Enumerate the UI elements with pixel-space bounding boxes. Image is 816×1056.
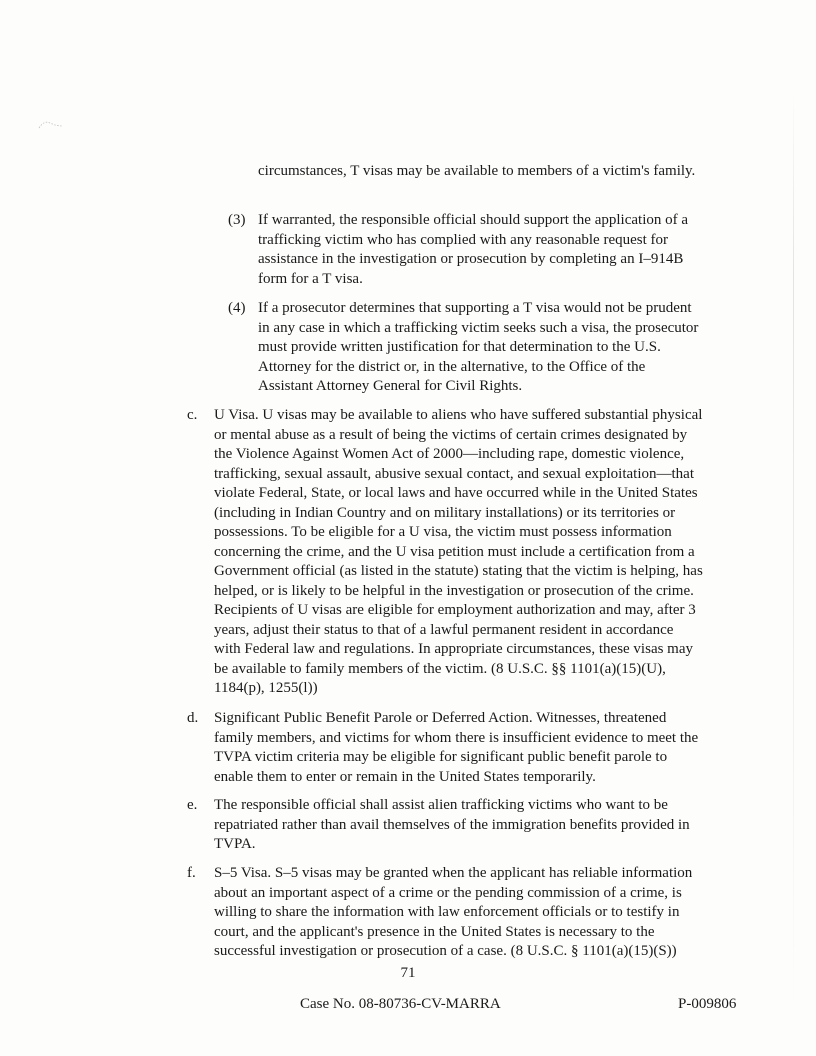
sub-item-number: (3): [228, 212, 246, 228]
item-e-repatriation: [187, 796, 703, 855]
item-letter: e.: [187, 797, 198, 813]
item-letter: d.: [187, 710, 199, 726]
item-text: U Visa. U visas may be available to aliens who have suffered substantial physical or mental abuse as a result of being the victims of certain crimes designated by the Violence Against Women Act of 2000—including rape, domestic violence, trafficking, sexual assault, abusive sexual contact, and sexual exploitation—that violate Federal, State, or local laws and have occurred while in the United States (including in Indian Country and on military installations) or its territories or possessions. To be eligible for a U visa, the victim must possess information concerning the crime, and the U visa petition must include a certification from a Government official (as listed in the statute) stating that the victim is helping, has helped, or is likely to be helpful in the investigation or prosecution of the crime. Recipients of U visas are eligible for employment authorization and may, after 3 years, adjust their status to that of a lawful permanent resident in accordance with Federal law and regulations. In appropriate circumstances, these visas may be available to family members of the victim. (8 U.S.C. §§ 1101(a)(15)(U), 1184(p), 1255(l)): [214, 407, 703, 696]
item-text: Significant Public Benefit Parole or Deferred Action. Witnesses, threatened family members, and victims for whom there is insufficient evidence to meet the TVPA victim criteria may be eligible for significant public benefit parole to enable them to enter or remain in the United States temporarily.: [214, 710, 699, 785]
sub-item-4: [228, 299, 703, 397]
sub-item-3: [228, 211, 703, 289]
continuation-paragraph: circumstances, T visas may be available to members of a victim's family.: [258, 163, 696, 179]
case-number: Case No. 08-80736-CV-MARRA: [300, 996, 501, 1012]
page-number: 71: [400, 965, 416, 981]
item-letter: f.: [187, 865, 196, 881]
sub-item-number: (4): [228, 300, 246, 316]
item-d-public-benefit-parole: [187, 709, 703, 787]
scan-artifact-icon: [38, 118, 64, 132]
item-c-u-visa: [187, 406, 703, 699]
item-text: The responsible official shall assist alien trafficking victims who want to be repatriated rather than avail themselves of the immigration benefits provided in TVPA.: [214, 797, 690, 852]
scan-edge-line: [793, 90, 794, 1010]
item-letter: c.: [187, 407, 198, 423]
sub-item-text: If a prosecutor determines that supporting a T visa would not be prudent in any case in which a trafficking victim seeks such a visa, the prosecutor must provide written justification for that determination to the U.S. Attorney for the district or, in the alternative, to the Office of the Assistant Attorney General for Civil Rights.: [258, 300, 699, 394]
bates-number: P-009806: [678, 996, 737, 1012]
sub-item-text: If warranted, the responsible official should support the application of a trafficking victim who has complied with any reasonable request for assistance in the investigation or prosecution by completing an I–914B form for a T visa.: [258, 212, 689, 287]
item-text: S–5 Visa. S–5 visas may be granted when the applicant has reliable information about an important aspect of a crime or the pending commission of a crime, is willing to share the information with law enforcement officials or to testify in court, and the applicant's presence in the United States is necessary to the successful investigation or prosecution of a case. (8 U.S.C. § 1101(a)(15)(S)): [214, 865, 693, 959]
item-f-s5-visa: [187, 864, 703, 962]
